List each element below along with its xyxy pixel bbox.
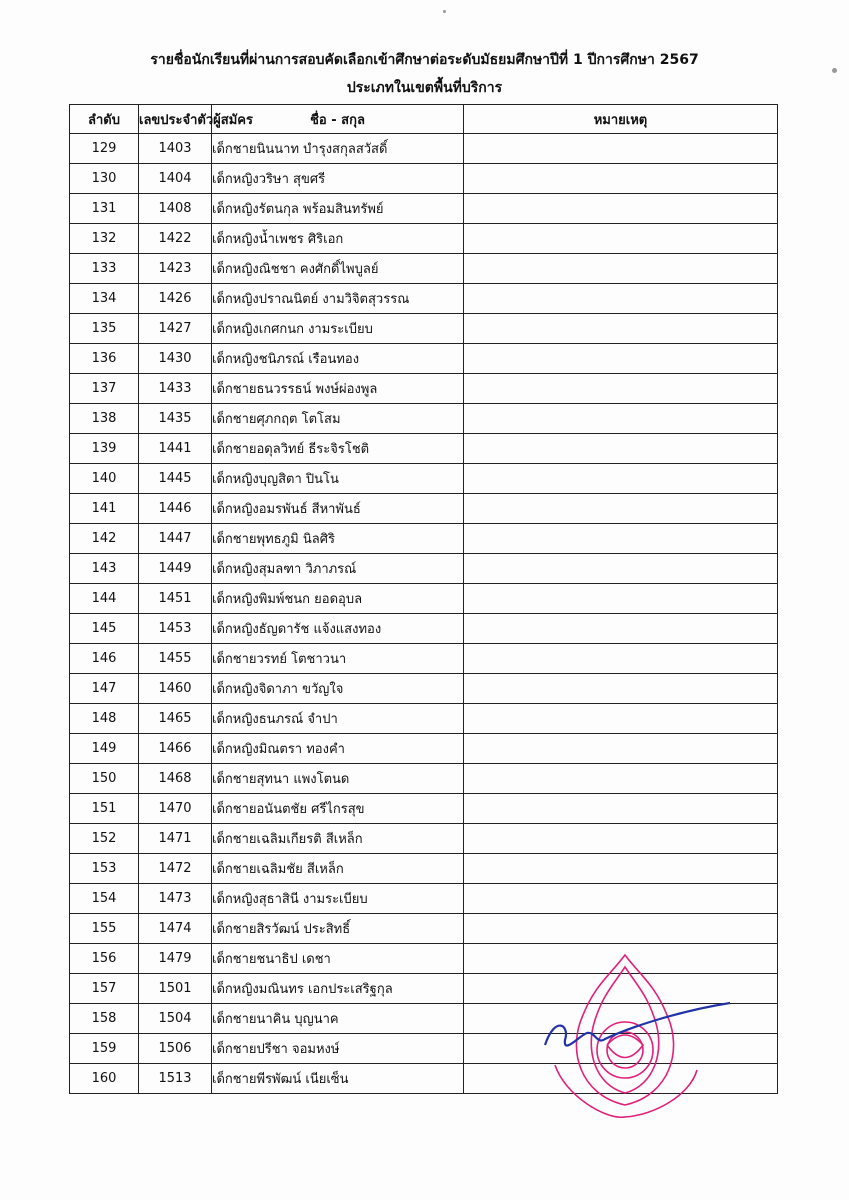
- row-applicant-id: 1441: [139, 434, 212, 464]
- table-row: [70, 824, 778, 854]
- row-student-name: เด็กชายอดุลวิทย์ ธีระจิรโชติ: [212, 434, 464, 464]
- row-order: 148: [70, 704, 139, 734]
- row-student-name: เด็กชายนินนาท บำรุงสกุลสวัสดิ์: [212, 134, 464, 164]
- table-row: [70, 644, 778, 674]
- row-applicant-id: 1451: [139, 584, 212, 614]
- table-row: [70, 404, 778, 434]
- row-student-name: เด็กหญิงจิดาภา ขวัญใจ: [212, 674, 464, 704]
- row-applicant-id: 1472: [139, 854, 212, 884]
- row-student-name: เด็กชายสิรวัฒน์ ประสิทธิ์: [212, 914, 464, 944]
- column-header-name: ชื่อ - สกุล: [212, 105, 464, 134]
- row-order: 149: [70, 734, 139, 764]
- row-applicant-id: 1423: [139, 254, 212, 284]
- row-order: 139: [70, 434, 139, 464]
- table-row: [70, 614, 778, 644]
- table-row: [70, 554, 778, 584]
- row-remarks: [464, 284, 778, 314]
- row-applicant-id: 1427: [139, 314, 212, 344]
- row-student-name: เด็กหญิงสุธาสินี งามระเบียบ: [212, 884, 464, 914]
- row-student-name: เด็กหญิงชนิภรณ์ เรือนทอง: [212, 344, 464, 374]
- document-subtitle: ประเภทในเขตพื้นที่บริการ: [346, 80, 503, 96]
- row-remarks: [464, 854, 778, 884]
- row-student-name: เด็กชายปรีชา จอมหงษ์: [212, 1034, 464, 1064]
- row-remarks: [464, 344, 778, 374]
- table-row: [70, 794, 778, 824]
- row-applicant-id: 1435: [139, 404, 212, 434]
- row-remarks: [464, 884, 778, 914]
- row-applicant-id: 1501: [139, 974, 212, 1004]
- row-order: 151: [70, 794, 139, 824]
- row-remarks: [464, 524, 778, 554]
- row-student-name: เด็กชายนาคิน บุญนาค: [212, 1004, 464, 1034]
- row-applicant-id: 1471: [139, 824, 212, 854]
- row-remarks: [464, 704, 778, 734]
- row-order: 146: [70, 644, 139, 674]
- row-order: 135: [70, 314, 139, 344]
- row-order: 134: [70, 284, 139, 314]
- table-row: [70, 224, 778, 254]
- table-row: [70, 344, 778, 374]
- row-applicant-id: 1460: [139, 674, 212, 704]
- row-order: 131: [70, 194, 139, 224]
- row-order: 137: [70, 374, 139, 404]
- row-order: 133: [70, 254, 139, 284]
- row-remarks: [464, 734, 778, 764]
- row-applicant-id: 1449: [139, 554, 212, 584]
- table-row: [70, 884, 778, 914]
- row-remarks: [464, 554, 778, 584]
- table-row: [70, 584, 778, 614]
- column-header-applicant-id: เลขประจำตัวผู้สมัคร: [139, 105, 212, 134]
- row-applicant-id: 1408: [139, 194, 212, 224]
- row-order: 157: [70, 974, 139, 1004]
- school-seal-icon: [525, 945, 725, 1125]
- row-student-name: เด็กหญิงมิณตรา ทองคำ: [212, 734, 464, 764]
- row-order: 158: [70, 1004, 139, 1034]
- row-student-name: เด็กหญิงสุมลฑา วิภาภรณ์: [212, 554, 464, 584]
- table-row: [70, 254, 778, 284]
- table-row: [70, 524, 778, 554]
- row-applicant-id: 1470: [139, 794, 212, 824]
- row-order: 159: [70, 1034, 139, 1064]
- row-applicant-id: 1422: [139, 224, 212, 254]
- row-remarks: [464, 824, 778, 854]
- row-applicant-id: 1513: [139, 1064, 212, 1094]
- row-order: 140: [70, 464, 139, 494]
- row-student-name: เด็กชายอนันตชัย ศรีไกรสุข: [212, 794, 464, 824]
- row-student-name: เด็กหญิงรัตนกุล พร้อมสินทรัพย์: [212, 194, 464, 224]
- row-remarks: [464, 374, 778, 404]
- row-applicant-id: 1468: [139, 764, 212, 794]
- row-order: 138: [70, 404, 139, 434]
- row-student-name: เด็กชายเฉลิมเกียรติ สีเหล็ก: [212, 824, 464, 854]
- table-row: [70, 854, 778, 884]
- row-remarks: [464, 404, 778, 434]
- table-row: [70, 374, 778, 404]
- row-student-name: เด็กหญิงบุญสิตา ปินโน: [212, 464, 464, 494]
- row-order: 143: [70, 554, 139, 584]
- row-applicant-id: 1433: [139, 374, 212, 404]
- row-applicant-id: 1453: [139, 614, 212, 644]
- row-remarks: [464, 494, 778, 524]
- row-student-name: เด็กหญิงเกศกนก งามระเบียบ: [212, 314, 464, 344]
- row-applicant-id: 1455: [139, 644, 212, 674]
- row-remarks: [464, 764, 778, 794]
- row-student-name: เด็กชายวรทย์ โตชาวนา: [212, 644, 464, 674]
- row-remarks: [464, 464, 778, 494]
- table-row: [70, 164, 778, 194]
- row-student-name: เด็กหญิงน้ำเพชร ศิริเอก: [212, 224, 464, 254]
- row-student-name: เด็กชายธนวรรธน์ พงษ์ผ่องพูล: [212, 374, 464, 404]
- table-row: [70, 674, 778, 704]
- row-order: 150: [70, 764, 139, 794]
- table-row: [70, 914, 778, 944]
- table-row: [70, 764, 778, 794]
- table-header-row: [70, 105, 778, 134]
- row-order: 152: [70, 824, 139, 854]
- scan-speck: [832, 68, 837, 73]
- row-order: 147: [70, 674, 139, 704]
- row-remarks: [464, 134, 778, 164]
- row-remarks: [464, 584, 778, 614]
- row-student-name: เด็กชายพุทธภูมิ นิลศิริ: [212, 524, 464, 554]
- row-applicant-id: 1479: [139, 944, 212, 974]
- row-student-name: เด็กชายสุทนา แพงโตนด: [212, 764, 464, 794]
- row-student-name: เด็กชายชนาธิป เดชา: [212, 944, 464, 974]
- column-header-order: ลำดับ: [70, 105, 139, 134]
- table-row: [70, 434, 778, 464]
- table-row: [70, 734, 778, 764]
- row-order: 145: [70, 614, 139, 644]
- row-student-name: เด็กชายเฉลิมชัย สีเหล็ก: [212, 854, 464, 884]
- row-applicant-id: 1473: [139, 884, 212, 914]
- row-order: 141: [70, 494, 139, 524]
- row-order: 156: [70, 944, 139, 974]
- row-order: 136: [70, 344, 139, 374]
- row-student-name: เด็กหญิงธนภรณ์ จำปา: [212, 704, 464, 734]
- row-student-name: เด็กหญิงพิมพ์ชนก ยอดอุบล: [212, 584, 464, 614]
- row-applicant-id: 1403: [139, 134, 212, 164]
- row-applicant-id: 1430: [139, 344, 212, 374]
- row-student-name: เด็กชายพีรพัฒน์ เนียเซ็น: [212, 1064, 464, 1094]
- row-student-name: เด็กหญิงอมรพันธ์ สีหาพันธ์: [212, 494, 464, 524]
- row-applicant-id: 1506: [139, 1034, 212, 1064]
- row-student-name: เด็กหญิงวริษา สุขศรี: [212, 164, 464, 194]
- row-remarks: [464, 434, 778, 464]
- row-student-name: เด็กหญิงมณินทร เอกประเสริฐกุล: [212, 974, 464, 1004]
- row-remarks: [464, 194, 778, 224]
- row-order: 144: [70, 584, 139, 614]
- row-applicant-id: 1446: [139, 494, 212, 524]
- row-student-name: เด็กหญิงปราณนิตย์ งามวิจิตสุวรรณ: [212, 284, 464, 314]
- row-remarks: [464, 674, 778, 704]
- row-order: 129: [70, 134, 139, 164]
- row-applicant-id: 1447: [139, 524, 212, 554]
- row-remarks: [464, 614, 778, 644]
- row-order: 132: [70, 224, 139, 254]
- table-row: [70, 284, 778, 314]
- scan-speck: [443, 10, 446, 13]
- row-remarks: [464, 794, 778, 824]
- row-remarks: [464, 314, 778, 344]
- row-applicant-id: 1504: [139, 1004, 212, 1034]
- table-row: [70, 134, 778, 164]
- row-order: 154: [70, 884, 139, 914]
- row-order: 130: [70, 164, 139, 194]
- row-remarks: [464, 164, 778, 194]
- table-row: [70, 194, 778, 224]
- row-order: 155: [70, 914, 139, 944]
- row-applicant-id: 1445: [139, 464, 212, 494]
- document-title: รายชื่อนักเรียนที่ผ่านการสอบคัดเลือกเข้าศึกษาต่อระดับมัธยมศึกษาปีที่ 1 ปีการศึกษา 2567: [150, 52, 699, 68]
- row-applicant-id: 1466: [139, 734, 212, 764]
- row-remarks: [464, 224, 778, 254]
- row-applicant-id: 1426: [139, 284, 212, 314]
- row-order: 160: [70, 1064, 139, 1094]
- table-row: [70, 314, 778, 344]
- table-row: [70, 464, 778, 494]
- row-applicant-id: 1404: [139, 164, 212, 194]
- table-row: [70, 704, 778, 734]
- row-remarks: [464, 914, 778, 944]
- row-remarks: [464, 254, 778, 284]
- column-header-remarks: หมายเหตุ: [464, 105, 778, 134]
- row-student-name: เด็กชายศุภกฤต โตโสม: [212, 404, 464, 434]
- row-student-name: เด็กหญิงณิชชา คงศักดิ์ไพบูลย์: [212, 254, 464, 284]
- row-order: 153: [70, 854, 139, 884]
- row-applicant-id: 1465: [139, 704, 212, 734]
- row-applicant-id: 1474: [139, 914, 212, 944]
- row-student-name: เด็กหญิงธัญดารัช แจ้งแสงทอง: [212, 614, 464, 644]
- row-order: 142: [70, 524, 139, 554]
- table-row: [70, 494, 778, 524]
- row-remarks: [464, 644, 778, 674]
